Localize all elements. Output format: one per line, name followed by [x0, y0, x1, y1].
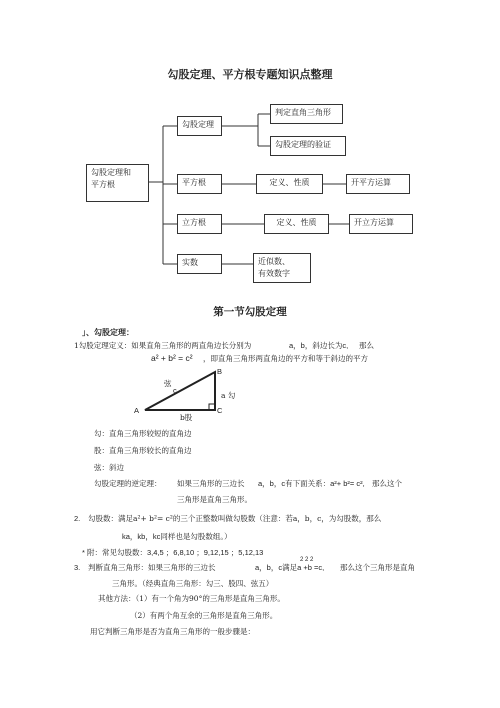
hypotenuse-label: 弦 — [164, 379, 172, 388]
concept-cbrt: 立方根 — [177, 214, 222, 234]
p3-line-c: 那么这个三角形是直角 — [340, 563, 415, 572]
side-b-label: b股 — [180, 413, 193, 422]
converse-d: 那么这个 — [372, 479, 402, 488]
vertex-c-label: C — [217, 406, 223, 415]
vertex-b-label: B — [217, 367, 223, 376]
def-xian: 弦：斜边 — [94, 463, 124, 472]
concept-sqrt-def: 定义、性质 — [256, 174, 323, 194]
p1-definition-a: 1勾股定理定义：如果直角三角形的两直角边长分别为 — [74, 341, 252, 350]
concept-sqrt: 平方根 — [177, 174, 222, 194]
p1-definition-c: 那么 — [359, 341, 374, 350]
concept-root: 勾股定理和 平方根 — [86, 164, 149, 202]
p3-number: 3. — [74, 563, 81, 572]
p3-superscripts: 2 2 2 — [300, 557, 314, 563]
p1-definition-b: a，b，斜边长为c, — [289, 341, 349, 350]
converse-b: 如果三角形的三边长 — [177, 479, 245, 488]
heading-gougu-theorem: 」、勾股定理： — [82, 327, 134, 337]
p2-common-triples: * 附：常见勾股数：3,4,5 ；6,8,10 ；9,12,15 ；5,12,13 — [82, 548, 264, 557]
p3-line-d: 三角形。（经典直角三角形：勾三、股四、弦五） — [112, 579, 274, 588]
def-gou: 勾：直角三角形较短的直角边 — [94, 429, 192, 438]
formula: a² + b² = c² — [151, 353, 193, 363]
page-title: 勾股定理、平方根专题知识点整理 — [167, 68, 333, 81]
side-c-label: c — [173, 386, 177, 395]
concept-approx: 近似数、 有效数字 — [253, 253, 311, 283]
def-gu: 股：直角三角形较长的直角边 — [94, 446, 192, 455]
vertex-a-label: A — [134, 406, 140, 415]
section-title: 第一节勾股定理 — [213, 306, 287, 318]
concept-cbrt-def: 定义、性质 — [264, 214, 329, 234]
side-a-label: a 勾 — [221, 391, 236, 400]
other-method-2: （2）有两个角互余的三角形是直角三角形。 — [130, 611, 278, 620]
judge-steps-intro: 用它判断三角形是否为直角三角形的一般步骤是： — [90, 627, 255, 636]
concept-judge-right-triangle: 判定直角三角形 — [270, 104, 343, 124]
converse-c: a，b，c有下面关系：a²+ b²= c², — [258, 479, 365, 488]
triangle-shape — [145, 372, 215, 410]
concept-gougu: 勾股定理 — [177, 116, 222, 136]
concept-real: 实数 — [177, 254, 222, 274]
other-method-1: 其他方法：（1）有一个角为90°的三角形是直角三角形。 — [98, 594, 285, 603]
p2-line-b: ka，kb，kc同样也是勾股数组。） — [122, 532, 232, 541]
concept-cbrt-op: 开立方运算 — [349, 214, 413, 234]
concept-sqrt-op: 开平方运算 — [346, 174, 410, 194]
concept-verify-theorem: 勾股定理的验证 — [270, 136, 346, 156]
p2-line-a: 勾股数：满足a²+ b²= c²的三个正整数叫做勾股数（注意：若a，b，c，为勾股数，那么 — [88, 514, 382, 523]
converse-a: 勾股定理的逆定理： — [94, 479, 162, 488]
p3-line-a: 判断直角三角形：如果三角形的三边长 — [88, 563, 216, 572]
p1-definition-d: ，即直角三角形两直角边的平方和等于斜边的平方 — [203, 354, 368, 363]
p2-number: 2. — [74, 514, 81, 523]
converse-e: 三角形是直角三角形。 — [177, 495, 252, 504]
p3-line-b: a，b，c满足a +b =c, — [255, 563, 325, 572]
